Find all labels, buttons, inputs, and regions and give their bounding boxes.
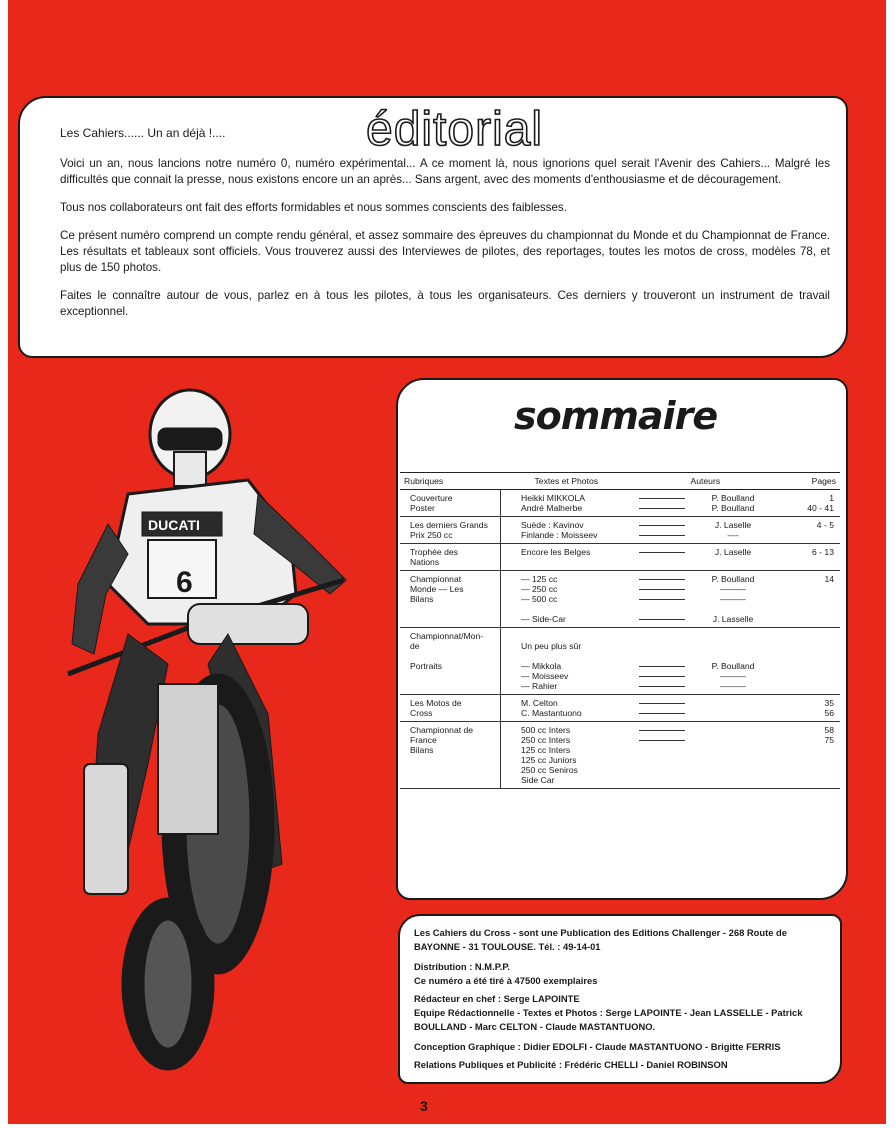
toc-entry-text: — Rahier [521,681,558,691]
toc-entry-text: 500 cc Inters [521,725,571,735]
toc-entry [507,765,834,775]
toc-entry [507,594,834,604]
toc-row [400,544,840,571]
toc-rubrique-line: Championnat/Mon- [410,631,484,641]
toc-entry-text: C. Mastantuono [521,708,582,718]
toc-entry-text: Suède : Kavinov [521,520,584,530]
toc-entry [507,681,834,691]
toc-entry-text: — Side-Car [521,614,566,624]
toc-header-auteurs: Auteurs [690,476,721,486]
toc-entry-text: Finlande : Moisseev [521,530,598,540]
toc-entry [507,641,834,651]
toc-leader-line [639,535,685,536]
toc-entry-author: J. Laselle [714,547,752,557]
toc-entries [501,628,841,695]
credits-distribution: Distribution : N.M.P.P. [414,961,511,972]
toc-entry-text: — 125 cc [521,574,558,584]
sommaire-title: sommaire [514,394,718,438]
toc-entry [507,755,834,765]
editorial-paragraph: Faites le connaître autour de vous, parlez en à tous les pilotes, à tous les organisateurs. Ces derniers y trouveront un instrument de travail exceptionnel. [60,289,830,318]
toc-entry [507,725,834,735]
toc-entry [507,493,834,503]
toc-rubrique-line: Monde — Les [410,584,464,594]
toc-entry-text: Un peu plus sûr [521,641,582,651]
toc-entry-text: André Malherbe [521,503,583,513]
toc-entry-page: 4 - 5 [816,520,834,530]
toc-entry-author: ——— [720,594,746,604]
toc-rubrique [400,571,501,628]
toc-leader-line [639,589,685,590]
toc-entry-text: Heikki MIKKOLA [521,493,585,503]
toc-leader-line [639,498,685,499]
toc-entry-page: 56 [824,708,834,718]
toc-header-combined [501,473,841,490]
toc-entry-text: 125 cc Inters [521,745,571,755]
toc-entry-page: 35 [824,698,834,708]
toc-rubrique [400,628,501,695]
credits-publisher: Les Cahiers du Cross - sont une Publication des Editions Challenger - 268 Route de BAYONNE - 31 TOULOUSE. Tél. : 49-14-01 [414,927,787,952]
toc-rubrique-line: Portraits [410,661,442,671]
editorial-paragraph: Tous nos collaborateurs ont fait des efforts formidables et nous sommes conscients des faiblesses. [60,201,567,214]
toc-entry-text: 125 cc Juniors [521,755,577,765]
page-number: 3 [420,1098,428,1114]
toc-leader-line [639,740,685,741]
toc-row [400,490,840,517]
toc-rubrique [400,490,501,517]
toc-entries [501,517,841,544]
toc-rubrique-line: Poster [410,503,435,513]
toc-entry [507,698,834,708]
toc-row [400,628,840,695]
toc-entry-page: 1 [829,493,834,503]
toc-rubrique-line: de [410,641,420,651]
toc-entry [507,661,834,671]
credits-pr: Relations Publiques et Publicité : Frédéric CHELLI - Daniel ROBINSON [414,1059,728,1070]
toc-rubrique-line [410,651,494,661]
toc-entry-page: 58 [824,725,834,735]
toc-entry [507,775,834,785]
jersey-brand-text: DUCATI [148,517,200,533]
toc-entry [507,520,834,530]
toc-entry-text: 250 cc Inters [521,735,571,745]
toc-entry [507,745,834,755]
toc-entry-author: P. Boulland [711,661,755,671]
credits-panel [398,914,842,1084]
toc-header-pages: Pages [811,476,836,486]
toc-leader-line [639,508,685,509]
toc-entry [507,671,834,681]
toc-rubrique [400,695,501,722]
toc-entry [507,735,834,745]
toc-entry [507,574,834,584]
toc-entry-text: 250 cc Seniros [521,765,578,775]
toc-row [400,722,840,789]
toc-entry-author: P. Boulland [711,503,755,513]
toc-rubrique-line: Bilans [410,745,434,755]
toc-leader-line [639,686,685,687]
toc-header-row [400,473,840,490]
toc-rubrique-line: Cross [410,708,433,718]
toc-leader-line [639,579,685,580]
toc-entry-page: 75 [824,735,834,745]
toc-entry-author: ——— [720,681,746,691]
motocross-rider-photo [58,384,358,1074]
toc-entry-text: Side Car [521,775,555,785]
toc-entries [501,490,841,517]
toc-leader-line [639,525,685,526]
toc-entry-author: ——— [720,584,746,594]
editorial-paragraph: Voici un an, nous lancions notre numéro 0, numéro expérimental... A ce moment là, nous ignorions quel serait l'Avenir des Cahiers... Malgré les difficultés que connait la presse, nous existons encore un an après... Sans argent, avec des moments d'enthousiasme et de découragement. [60,157,830,186]
toc-entries [501,722,841,789]
toc-row [400,517,840,544]
credits-design: Conception Graphique : Didier EDOLFI - Claude MASTANTUONO - Brigitte FERRIS [414,1041,781,1052]
toc-entry [507,547,834,557]
toc-leader-line [639,730,685,731]
toc-rubrique-line: Championnat de [410,725,474,735]
toc-rubrique-line: Bilans [410,594,434,604]
toc-rubrique-line: Couverture [410,493,453,503]
toc-entry-text: M. Celton [521,698,558,708]
toc-header-rubriques: Rubriques [400,473,501,490]
toc-entry-author: J. Lasselle [712,614,754,624]
toc-entry [507,584,834,594]
editorial-title: éditorial [366,103,544,156]
toc-row [400,695,840,722]
toc-leader-line [639,713,685,714]
toc-rubrique [400,544,501,571]
toc-entry-text: — Moisseev [521,671,569,681]
credits-print-run: Ce numéro a été tiré à 47500 exemplaires [414,975,598,986]
toc-leader-line [639,666,685,667]
toc-entries [501,695,841,722]
toc-rubrique-line: Les derniers Grands [410,520,488,530]
editorial-lead: Les Cahiers...... Un an déjà !.... [60,126,226,140]
toc-leader-line [639,552,685,553]
toc-rubrique-line: Trophée des [410,547,458,557]
toc-entry [507,651,834,661]
toc-entry-author: ---- [727,530,739,540]
toc-rubrique-line: Les Motos de [410,698,462,708]
toc-entry [507,708,834,718]
toc-rubrique-line: France [410,735,437,745]
toc-entry-author: P. Boulland [711,574,755,584]
toc-entry-author: J. Laselle [714,520,752,530]
editorial-paragraph: Ce présent numéro comprend un compte rendu général, et assez sommaire des épreuves du championnat du Monde et du Championnat de France. Les résultats et tableaux sont officiels. Vous trouverez aussi des Interviewes de pilotes, des reportages, toutes les motos de cross, modèles 78, et plus de 150 photos. [60,229,830,274]
toc-row [400,571,840,628]
toc-entry [507,530,834,540]
sommaire-panel [396,378,848,900]
toc-rubrique [400,722,501,789]
toc-entry [507,604,834,614]
rider-bib-number: 6 [176,566,193,599]
toc-entry-text: Encore les Belges [521,547,591,557]
toc-entry-text: — 250 cc [521,584,558,594]
toc-entry-author: P. Boulland [711,493,755,503]
toc-entries [501,571,841,628]
toc-rubrique [400,517,501,544]
toc-header-textes: Textes et Photos [534,476,599,486]
toc-rubrique-line: Nations [410,557,440,567]
credits-editor: Rédacteur en chef : Serge LAPOINTE [414,993,580,1004]
toc-entry-page: 14 [824,574,834,584]
toc-leader-line [639,599,685,600]
toc-entry-page: 6 - 13 [812,547,834,557]
toc-rubrique-line: Championnat [410,574,462,584]
toc-entry [507,614,834,624]
toc-leader-line [639,676,685,677]
toc-leader-line [639,703,685,704]
credits-team: Equipe Rédactionnelle - Textes et Photos : Serge LAPOINTE - Jean LASSELLE - Patrick BOULLAND - Marc CELTON - Claude MASTANTUONO. [414,1007,803,1032]
toc-entry-page: 40 - 41 [807,503,834,513]
toc-entries [501,544,841,571]
toc-entry [507,503,834,513]
toc-entry-text: — Mikkola [521,661,562,671]
editorial-body [60,156,830,332]
toc-leader-line [639,619,685,620]
toc-entry [507,631,834,641]
toc-table [400,472,840,789]
toc-entry-author: ——— [720,671,746,681]
editorial-panel [18,96,848,358]
toc-entry-text: — 500 cc [521,594,558,604]
toc-rubrique-line: Prix 250 cc [410,530,453,540]
